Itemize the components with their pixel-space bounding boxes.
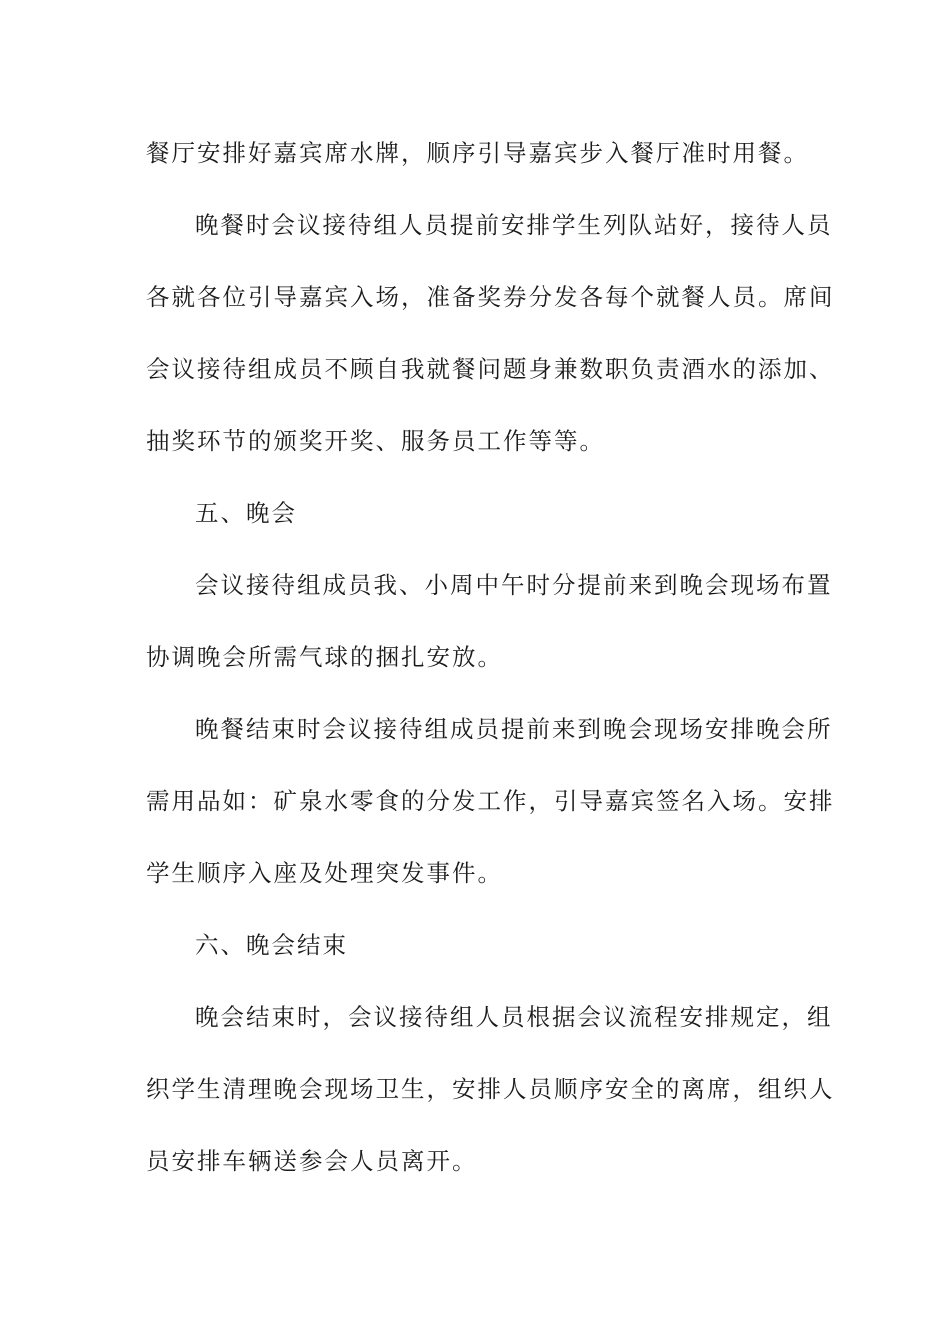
paragraph-first-line: 晚餐结束时会议接待组成员提前来到晚会现场安排晚会所	[195, 715, 833, 743]
section-heading-five: 五、晚会	[195, 499, 297, 527]
section-heading-six: 六、晚会结束	[195, 931, 348, 959]
text-line: 员安排车辆送参会人员离开。	[146, 1147, 478, 1175]
text-line: 各就各位引导嘉宾入场，准备奖券分发各每个就餐人员。席间	[146, 283, 835, 311]
text-line: 需用品如：矿泉水零食的分发工作，引导嘉宾签名入场。安排	[146, 787, 835, 815]
text-line: 协调晚会所需气球的捆扎安放。	[146, 643, 503, 671]
text-line: 会议接待组成员不顾自我就餐问题身兼数职负责酒水的添加、	[146, 355, 835, 383]
text-line: 织学生清理晚会现场卫生，安排人员顺序安全的离席，组织人	[146, 1075, 835, 1103]
text-line: 餐厅安排好嘉宾席水牌，顺序引导嘉宾步入餐厅准时用餐。	[146, 139, 809, 167]
paragraph-first-line: 晚会结束时，会议接待组人员根据会议流程安排规定，组	[195, 1003, 833, 1031]
paragraph-first-line: 会议接待组成员我、小周中午时分提前来到晚会现场布置	[195, 571, 833, 599]
paragraph-first-line: 晚餐时会议接待组人员提前安排学生列队站好，接待人员	[195, 211, 833, 239]
document-body	[146, 130, 835, 1210]
text-line: 学生顺序入座及处理突发事件。	[146, 859, 503, 887]
text-line: 抽奖环节的颁奖开奖、服务员工作等等。	[146, 427, 605, 455]
